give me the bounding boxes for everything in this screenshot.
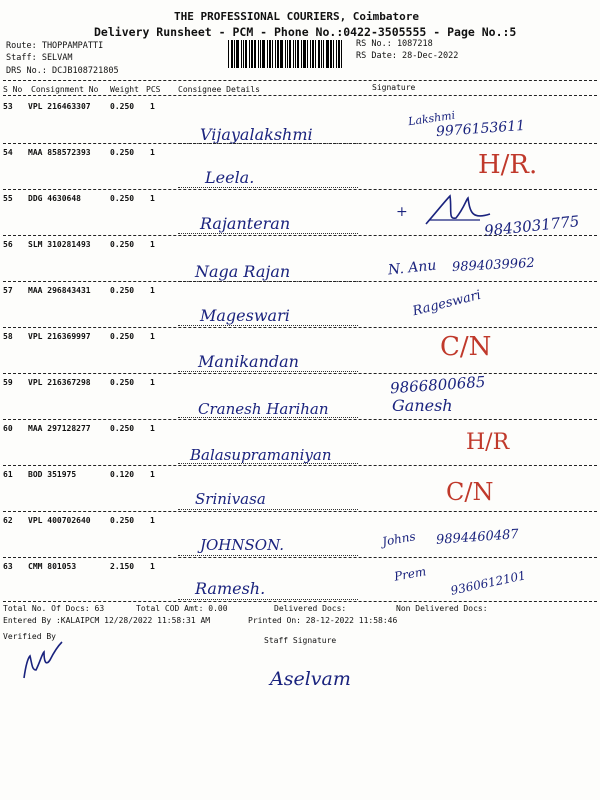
total-docs: Total No. Of Docs: 63 <box>3 604 105 613</box>
barcode-bar <box>258 40 259 68</box>
barcode-bar <box>295 40 296 68</box>
row-signature-mark: N. Anu <box>387 257 438 279</box>
barcode-bar <box>275 40 276 68</box>
row-consignment-no: DDG 4630648 <box>28 194 81 203</box>
row-signature: 9843031775 <box>483 212 581 240</box>
col-pcs: PCS <box>146 85 161 94</box>
row-consignment-no: VPL 216463307 <box>28 102 91 111</box>
barcode-bar <box>293 40 294 68</box>
barcode-bar <box>323 40 324 68</box>
barcode-bar <box>269 40 271 68</box>
row-weight: 0.120 <box>110 470 135 479</box>
staff-label: Staff: SELVAM <box>6 53 73 63</box>
row-consignment-no: VPL 216369997 <box>28 332 91 341</box>
barcode-bar <box>267 40 268 68</box>
barcode-bar <box>251 40 253 68</box>
barcode-bar <box>310 40 311 68</box>
row-weight: 0.250 <box>110 516 135 525</box>
barcode-bar <box>234 40 235 68</box>
barcode-bar <box>249 40 250 68</box>
barcode-bar <box>231 40 233 68</box>
row-consignment-no: VPL 400702640 <box>28 516 91 525</box>
row-signature: 9360612101 <box>449 568 527 598</box>
col-consignment: Consignment No <box>31 85 99 94</box>
barcode-bar <box>330 40 332 68</box>
row-sno: 60 <box>3 424 13 433</box>
barcode <box>228 40 350 68</box>
header-bottom-rule <box>3 95 597 96</box>
col-weight: Weight <box>110 85 139 94</box>
row-consignee-handwritten: Vijayalakshmi <box>200 125 313 144</box>
col-sno: S No <box>3 85 23 94</box>
row-signature-mark: Johns <box>381 529 417 549</box>
row-pcs: 1 <box>150 516 155 525</box>
row-signature: C/N <box>446 478 494 506</box>
row-pcs: 1 <box>150 240 155 249</box>
row-signature: 9976153611 <box>435 117 526 141</box>
row-signature: H/R <box>466 430 510 455</box>
drs-number: DRS No.: DCJB108721805 <box>6 66 119 76</box>
barcode-bar <box>245 40 247 68</box>
verifier-signature-icon <box>18 640 66 684</box>
row-pcs: 1 <box>150 286 155 295</box>
barcode-bar <box>254 40 256 68</box>
row-consignee-handwritten: Mageswari <box>200 306 290 325</box>
barcode-bar <box>338 40 340 68</box>
barcode-bar <box>315 40 316 68</box>
row-consignee-handwritten: JOHNSON. <box>200 536 285 554</box>
route-label: Route: THOPPAMPATTI <box>6 41 104 51</box>
total-cod: Total COD Amt: 0.00 <box>136 604 228 613</box>
row-pcs: 1 <box>150 470 155 479</box>
row-weight: 0.250 <box>110 378 135 387</box>
row-consignee-handwritten: Balasupramaniyan <box>190 446 332 464</box>
row-weight: 0.250 <box>110 286 135 295</box>
barcode-bar <box>297 40 299 68</box>
row-pcs: 1 <box>150 194 155 203</box>
barcode-bar <box>243 40 244 68</box>
row-signature: H/R. <box>478 150 538 180</box>
non-delivered-docs: Non Delivered Docs: <box>396 604 488 613</box>
barcode-bar <box>287 40 288 68</box>
row-weight: 0.250 <box>110 424 135 433</box>
barcode-bar <box>312 40 314 68</box>
staff-signature: Aselvam <box>270 668 351 690</box>
barcode-bar <box>262 40 265 68</box>
row-consignment-no: SLM 310281493 <box>28 240 91 249</box>
row-weight: 2.150 <box>110 562 135 571</box>
row-signature: 9866800685 <box>389 372 486 398</box>
barcode-bar <box>307 40 308 68</box>
row-signature-mark: + <box>396 204 408 220</box>
row-sno: 53 <box>3 102 13 111</box>
row-consignment-no: VPL 216367298 <box>28 378 91 387</box>
row-consignment-no: CMM 801053 <box>28 562 77 571</box>
row-weight: 0.250 <box>110 148 135 157</box>
barcode-bar <box>326 40 329 68</box>
row-consignee-handwritten: Ramesh. <box>195 579 266 598</box>
rs-number: RS No.: 1087218 <box>356 39 433 49</box>
row-consignment-no: MAA 296843431 <box>28 286 91 295</box>
barcode-bar <box>318 40 320 68</box>
row-sno: 57 <box>3 286 13 295</box>
row-pcs: 1 <box>150 148 155 157</box>
barcode-bar <box>303 40 306 68</box>
row-pcs: 1 <box>150 378 155 387</box>
row-consignee-handwritten: Rajanteran <box>200 214 291 233</box>
row-weight: 0.250 <box>110 240 135 249</box>
delivered-docs: Delivered Docs: <box>274 604 347 613</box>
row-signature-mark: Lakshmi <box>407 108 456 129</box>
row-consignee-handwritten: Manikandan <box>198 352 299 371</box>
barcode-bar <box>301 40 302 68</box>
row-weight: 0.250 <box>110 102 135 111</box>
company-name: THE PROFESSIONAL COURIERS, Coimbatore <box>174 10 420 23</box>
barcode-bar <box>236 40 239 68</box>
row-sno: 63 <box>3 562 13 571</box>
col-signature: Signature <box>372 83 416 92</box>
row-pcs: 1 <box>150 102 155 111</box>
row-consignee-handwritten: Cranesh Harihan <box>198 400 329 418</box>
row-consignment-no: MAA 858572393 <box>28 148 91 157</box>
row-consignee-handwritten: Srinivasa <box>195 490 266 508</box>
row-pcs: 1 <box>150 562 155 571</box>
staff-signature-label: Staff Signature <box>264 636 337 645</box>
row-signature-mark: Ganesh <box>392 396 453 415</box>
barcode-bar <box>289 40 291 68</box>
barcode-bar <box>321 40 322 68</box>
barcode-bar <box>333 40 334 68</box>
rs-date: RS Date: 28-Dec-2022 <box>356 51 459 61</box>
barcode-bar <box>272 40 273 68</box>
barcode-bar <box>241 40 242 68</box>
row-signature: 9894039962 <box>451 255 536 276</box>
row-sno: 59 <box>3 378 13 387</box>
row-signature: 9894460487 <box>435 527 520 548</box>
barcode-bar <box>228 40 229 68</box>
row-consignment-no: BOD 351975 <box>28 470 77 479</box>
printed-on: Printed On: 28-12-2022 11:58:46 <box>248 616 398 625</box>
runsheet-title: Delivery Runsheet - PCM - Phone No.:0422-3505555 - Page No.:5 <box>94 25 517 39</box>
row-sno: 62 <box>3 516 13 525</box>
row-consignee-handwritten: Leela. <box>205 168 255 187</box>
row-sno: 58 <box>3 332 13 341</box>
row-weight: 0.250 <box>110 332 135 341</box>
barcode-bar <box>277 40 279 68</box>
row-consignee-handwritten: Naga Rajan <box>195 262 291 281</box>
row-sno: 54 <box>3 148 13 157</box>
row-pcs: 1 <box>150 332 155 341</box>
row-sno: 61 <box>3 470 13 479</box>
barcode-bar <box>341 40 342 68</box>
row-pcs: 1 <box>150 424 155 433</box>
row-sno: 56 <box>3 240 13 249</box>
barcode-bar <box>280 40 283 68</box>
barcode-bar <box>336 40 337 68</box>
col-consignee: Consignee Details <box>178 85 260 94</box>
row-signature-mark: Prem <box>393 564 428 584</box>
row-weight: 0.250 <box>110 194 135 203</box>
row-signature: Rageswari <box>411 287 483 320</box>
row-signature: C/N <box>440 332 492 362</box>
row-consignment-no: MAA 297128277 <box>28 424 91 433</box>
barcode-bar <box>285 40 286 68</box>
header-top-rule <box>3 80 597 81</box>
row-sno: 55 <box>3 194 13 203</box>
verified-by-label: Verified By <box>3 632 56 641</box>
barcode-bar <box>260 40 261 68</box>
entered-by: Entered By :KALAIPCM 12/28/2022 11:58:31 AM <box>3 616 211 625</box>
